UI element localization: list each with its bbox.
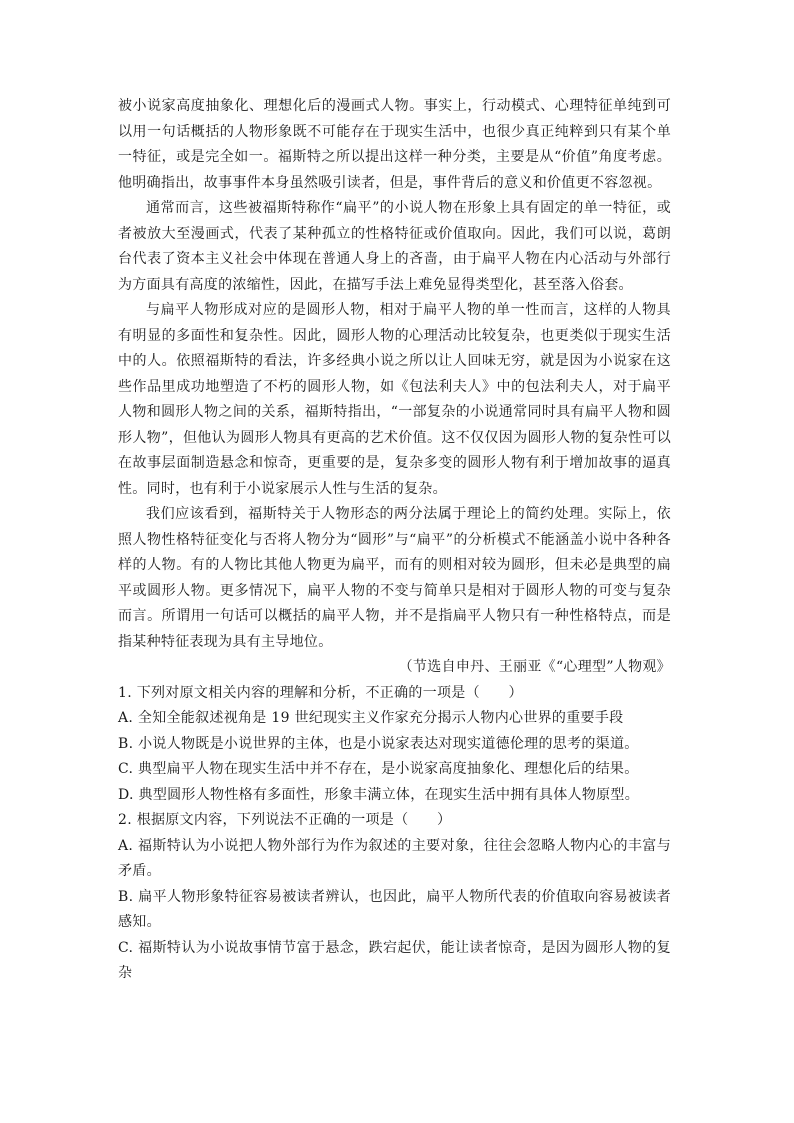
question-1-option-b: B. 小说人物既是小说世界的主体，也是小说家表达对现实道德伦理的思考的渠道。 xyxy=(118,735,639,752)
article-paragraph-3: 与扁平人物形成对应的是圆形人物，相对于扁平人物的单一性而言，这样的人物具有明显的多面性和复杂性。因此，圆形人物的心理活动比较复杂，也更类似于现实生活中的人。依照福斯特的看法，许多经典小说之所以让人回味无穷，就是因为小说家在这些作品里成功地塑造了不朽的圆形人物，如《包法利夫人》中的包法利夫人，对于扁平人物和圆形人物之间的关系，福斯特指出，“一部复杂的小说通常同时具有扁平人物和圆形人物”，但他认为圆形人物具有更高的艺术价值。这不仅仅因为圆形人物的复杂性可以在故事层面制造悬念和惊奇，更重要的是，复杂多变的圆形人物有利于增加故事的逼真性。同时，也有利于小说家展示人性与生活的复杂。 xyxy=(118,302,671,497)
question-2-option-a: A. 福斯特认为小说把人物外部行为作为叙述的主要对象，往往会忽略人物内心的丰富与矛盾。 xyxy=(118,837,671,879)
article-paragraph-4: 我们应该看到，福斯特关于人物形态的两分法属于理论上的简约处理。实际上，依照人物性格特征变化与否将人物分为“圆形”与“扁平”的分析模式不能涵盖小说中各种各样的人物。有的人物比其他人物更为扁平，而有的则相对较为圆形，但未必是典型的扁平或圆形人物。更多情况下，扁平人物的不变与简单只是相对于圆形人物的可变与复杂而言。所谓用一句话可以概括的扁平人物，并不是指扁平人物只有一种性格特点，而是指某种特征表现为具有主导地位。 xyxy=(118,506,671,650)
page-content xyxy=(118,94,671,987)
question-2-stem: 2. 根据原文内容，下列说法不正确的一项是（ ） xyxy=(118,812,452,828)
question-1-option-c: C. 典型扁平人物在现实生活中并不存在，是小说家高度抽象化、理想化后的结果。 xyxy=(118,761,639,777)
question-2-option-b: B. 扁平人物形象特征容易被读者辨认，也因此，扁平人物所代表的价值取向容易被读者感知。 xyxy=(118,888,671,930)
question-2-option-c: C. 福斯特认为小说故事情节富于悬念，跌宕起伏，能让读者惊奇，是因为圆形人物的复杂 xyxy=(118,939,671,981)
question-1-option-d: D. 典型圆形人物性格有多面性，形象丰满立体，在现实生活中拥有具体人物原型。 xyxy=(118,786,640,803)
article-paragraph-1: 被小说家高度抽象化、理想化后的漫画式人物。事实上，行动模式、心理特征单纯到可以用一句话概括的人物形象既不可能存在于现实生活中，也很少真正纯粹到只有某个单一特征，或是完全如一。福斯特之所以提出这样一种分类，主要是从“价值”角度考虑。他明确指出，故事事件本身虽然吸引读者，但是，事件背后的意义和价值更不容忽视。 xyxy=(118,98,671,191)
question-1-stem: 1. 下列对原文相关内容的理解和分析，不正确的一项是（ ） xyxy=(118,684,523,701)
article-paragraph-2: 通常而言，这些被福斯特称作“扁平”的小说人物在形象上具有固定的单一特征，或者被放大至漫画式，代表了某种孤立的性格特征或价值取向。因此，我们可以说，葛朗台代表了资本主义社会中体现在普通人身上的吝啬，由于扁平人物在内心活动与外部行为方面具有高度的浓缩性，因此，在描写手法上难免显得类型化，甚至落入俗套。 xyxy=(118,200,671,293)
article-source: （节选自申丹、王丽亚《“心理型”人物观》 xyxy=(398,659,671,675)
question-1-option-a: A. 全知全能叙述视角是 19 世纪现实主义作家充分揭示人物内心世界的重要手段 xyxy=(118,710,624,726)
